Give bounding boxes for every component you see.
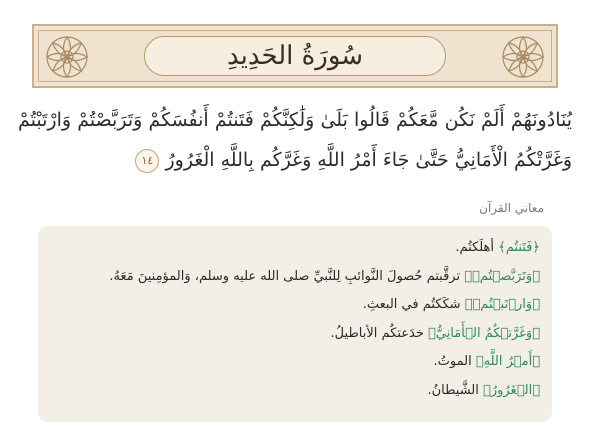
tafsir-term: ﴿وَتَرَبَّصۡتُمۡ﴾ (464, 268, 540, 284)
tafsir-box (38, 226, 552, 422)
tafsir-row (50, 291, 540, 320)
tafsir-explanation: الموتُ. (433, 354, 472, 369)
tafsir-row (50, 348, 540, 377)
tafsir-row (50, 234, 540, 263)
section-label: معاني القرآن (479, 201, 544, 215)
surah-title: سُورَةُ الحَدِيدِ (226, 41, 364, 71)
surah-header-banner (32, 24, 558, 88)
tafsir-term: ﴿وَارۡتَبۡتُمۡ﴾ (464, 297, 540, 312)
verse-text-block (18, 100, 572, 180)
tafsir-row (50, 320, 540, 349)
tafsir-term: ﴿الۡغَرُورُ﴾ (483, 382, 540, 398)
tafsir-explanation: خدَعتكُم الأباطيلُ. (330, 325, 424, 341)
tafsir-term: ﴿وَغَرَّتۡكُمُ الۡأَمَانِيُّ﴾ (428, 325, 540, 341)
tafsir-explanation: الشَّيطانُ. (427, 382, 479, 398)
tafsir-explanation: شكَكتُم في البعثِ. (362, 297, 461, 312)
surah-title-cartouche (144, 36, 446, 76)
tafsir-row (50, 263, 540, 292)
rosette-icon (44, 34, 90, 80)
ayah-number-marker: ١٤ (135, 149, 159, 173)
tafsir-term: ﴿فَتَنتُم﴾ (498, 240, 540, 255)
tafsir-term: ﴿أَمۡرُ اللَّهِ﴾ (475, 354, 540, 369)
tafsir-row (50, 377, 540, 406)
verse-text: يُنَادُونَهُمْ أَلَمْ نَكُن مَّعَكُمْ قَالُوا بَلَىٰ وَلَٰكِنَّكُمْ فَتَنتُمْ أَنفُسَكُمْ وَتَرَبَّصْتُمْ وَارْتَبْتُمْ وَغَرَّتْكُمُ الْأَمَانِيُّ حَتَّىٰ جَاءَ أَمْرُ اللَّهِ وَغَرَّكُم بِاللَّهِ الْغَرُورُ (18, 109, 573, 171)
tafsir-explanation: أهلَكتُم. (455, 240, 494, 255)
tafsir-explanation: ترقَّبتم حُصولَ النَّوائبِ لِلنَّبيِّ صلى الله عليه وسلم، وَالمؤمِنينَ مَعَهُ. (109, 268, 461, 284)
rosette-icon (500, 34, 546, 80)
